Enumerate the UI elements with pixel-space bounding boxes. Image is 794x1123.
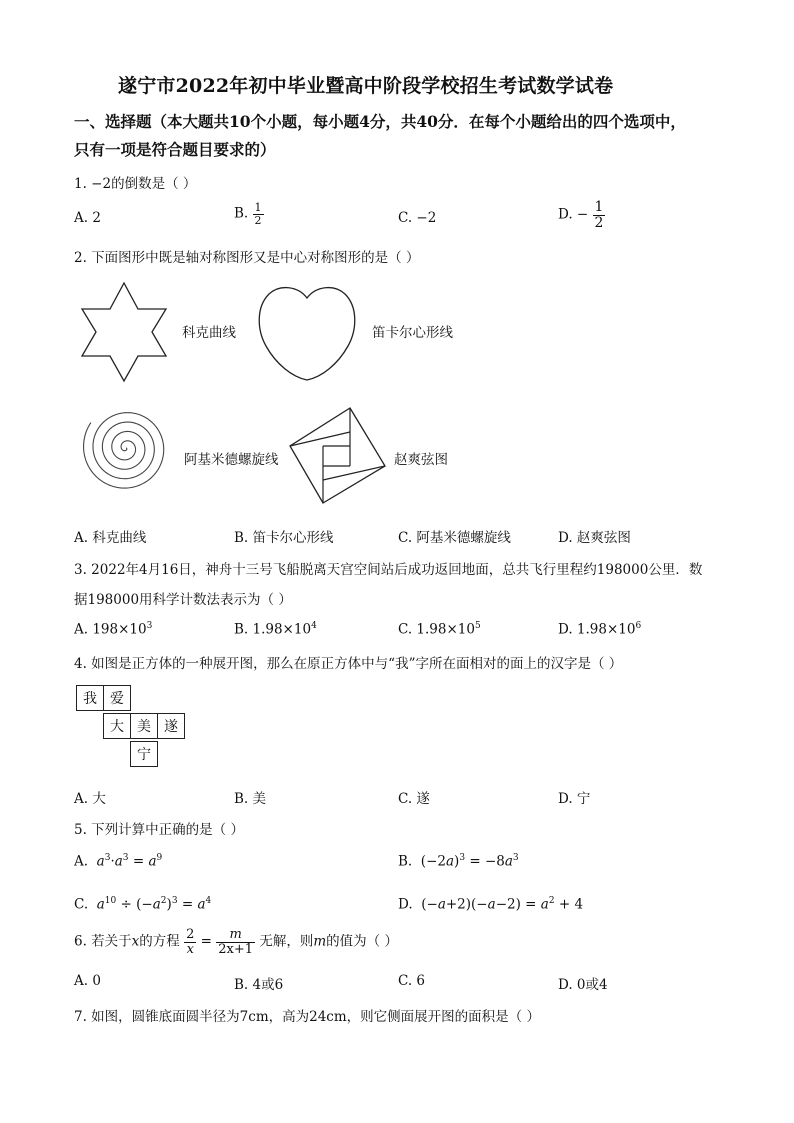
q5-option-b: B. $(-2a)^3 = -8a^3$ [398, 853, 519, 870]
q6-option-c: C. 6 [398, 973, 426, 989]
q1-option-a: A. 2 [74, 210, 101, 226]
page-title: 遂宁市2022年初中毕业暨高中阶段学校招生考试数学试卷 [118, 75, 614, 97]
zhao-shuang-diagram [288, 406, 388, 506]
q3-stem-line1: 3. 2022年4月16日，神舟十三号飞船脱离天宫空间站后成功返回地面，总共飞行里程约198000公里．数 [74, 562, 703, 578]
cube-net-cell: 美 [130, 713, 158, 739]
q5-option-a: A. $a^3\cdot a^3 = a^9$ [74, 853, 163, 870]
q1-option-c: C. −2 [398, 210, 437, 226]
q3-stem-line2: 据198000用科学计数法表示为（ ） [74, 592, 292, 608]
q4-option-b: B. 美 [234, 791, 267, 807]
section-heading-line2: 只有一项是符合题目要求的） [74, 140, 276, 159]
q6-option-b: B. 4或6 [234, 977, 284, 993]
q2-option-a: A. 科克曲线 [74, 530, 147, 546]
q3-option-d: D. $1.98\times 10^6$ [558, 621, 642, 638]
cube-net [76, 685, 196, 771]
spiral-label: 阿基米德螺旋线 [184, 452, 279, 468]
zhao-label: 赵爽弦图 [394, 452, 448, 468]
q6-option-a: A. 0 [74, 973, 101, 989]
q2-option-d: D. 赵爽弦图 [558, 530, 631, 546]
q7-stem: 7. 如图，圆锥底面圆半径为7cm，高为24cm，则它侧面展开图的面积是（ ） [74, 1009, 540, 1025]
cube-net-cell: 爱 [103, 685, 131, 711]
q2-option-b: B. 笛卡尔心形线 [234, 530, 334, 546]
q5-option-c: C. $a^{10} \div (-a^2)^3 = a^4$ [74, 896, 212, 913]
q6-option-d: D. 0或4 [558, 977, 608, 993]
q4-option-d: D. 宁 [558, 791, 591, 807]
q3-option-a: A. $198\times 10^3$ [74, 621, 153, 638]
koch-label: 科克曲线 [182, 325, 236, 341]
q2-stem: 2. 下面图形中既是轴对称图形又是中心对称图形的是（ ） [74, 250, 420, 266]
q1-option-d: D. − $\frac{1}{2}$ [558, 199, 604, 231]
cardioid-figure [256, 282, 358, 382]
cube-net-cell: 大 [103, 713, 131, 739]
cube-net-cell: 遂 [157, 713, 185, 739]
q4-stem: 4. 如图是正方体的一种展开图，那么在原正方体中与“我”字所在面相对的面上的汉字是（ ） [74, 656, 623, 672]
q4-option-a: A. 大 [74, 791, 106, 807]
q6-stem: 6. 若关于x的方程 $\frac{2}{x}$ = $\frac{m}{2x+1}$ 无解，则m的值为（ ） [74, 927, 398, 957]
koch-star-figure [78, 280, 170, 384]
q5-option-d: D. $(-a+2)(-a-2) = a^2 + 4$ [398, 896, 584, 913]
cube-net-cell: 宁 [130, 741, 158, 767]
q5-stem: 5. 下列计算中正确的是（ ） [74, 822, 244, 838]
q3-option-b: B. $1.98\times 10^4$ [234, 621, 317, 638]
q1-stem: 1. −2的倒数是（ ） [74, 176, 197, 192]
cardioid-label: 笛卡尔心形线 [372, 325, 453, 341]
q1-option-b: B. $\frac{1}{2}$ [234, 201, 262, 227]
spiral-figure [82, 404, 170, 496]
cube-net-cell: 我 [76, 685, 104, 711]
q4-option-c: C. 遂 [398, 791, 430, 807]
q2-option-c: C. 阿基米德螺旋线 [398, 530, 511, 546]
q3-option-c: C. $1.98\times 10^5$ [398, 621, 481, 638]
section-heading-line1: 一、选择题（本大题共10个小题，每小题4分，共40分．在每个小题给出的四个选项中， [74, 112, 686, 131]
